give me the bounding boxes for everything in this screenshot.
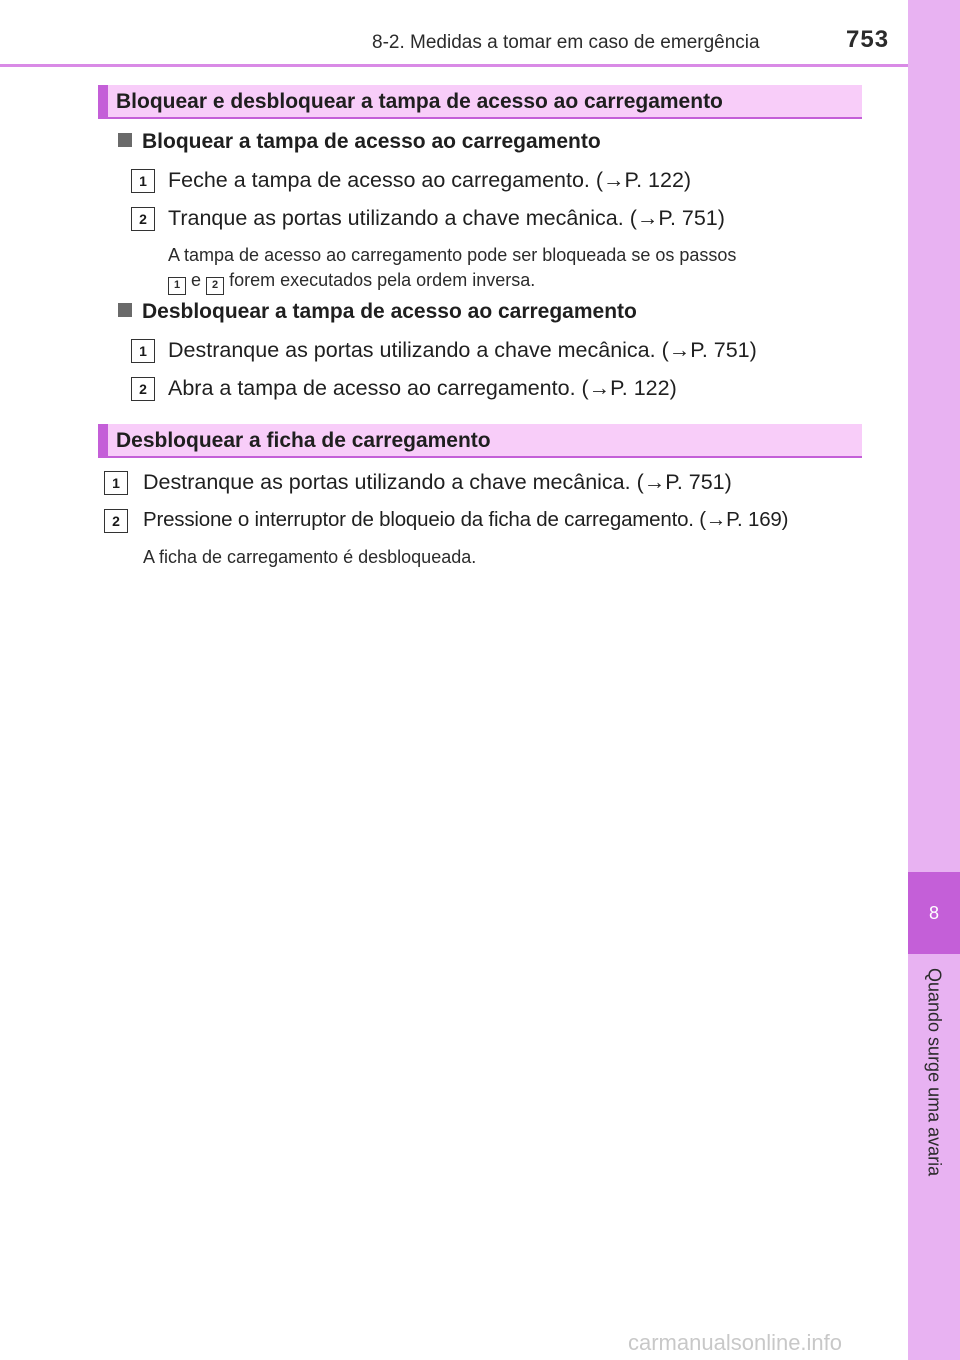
note-ending: forem executados pela ordem inversa. bbox=[229, 270, 536, 290]
step-number-box: 1 bbox=[131, 339, 155, 363]
subheading-unlock-lid bbox=[118, 300, 637, 324]
page-number: 753 bbox=[846, 26, 890, 53]
step-number-box: 2 bbox=[131, 207, 155, 231]
square-bullet-icon bbox=[118, 133, 132, 147]
step-number-box: 1 bbox=[131, 169, 155, 193]
inline-step-box: 2 bbox=[206, 277, 224, 295]
step-text: Pressione o interruptor de bloqueio da ficha de carregamento. (→P. 169) bbox=[143, 508, 789, 531]
step-text: Abra a tampa de acesso ao carregamento. (→P. 122) bbox=[168, 376, 677, 400]
connector-note: A ficha de carregamento é desbloqueada. bbox=[143, 547, 477, 567]
chapter-title: Quando surge uma avaria bbox=[924, 968, 945, 1177]
step-text: Feche a tampa de acesso ao carregamento. (→P. 122) bbox=[168, 168, 692, 192]
subheading-lock-lid bbox=[118, 130, 601, 154]
header-divider bbox=[0, 64, 908, 67]
subheading-unlock-lid-text: Desbloquear a tampa de acesso ao carregamento bbox=[142, 300, 637, 323]
chapter-number-box[interactable] bbox=[908, 872, 960, 954]
step-text: Tranque as portas utilizando a chave mecânica. (→P. 751) bbox=[168, 206, 725, 230]
step-number-box: 1 bbox=[104, 471, 128, 495]
section-heading-charging-connector: Desbloquear a ficha de carregamento bbox=[98, 424, 862, 458]
square-bullet-icon bbox=[118, 303, 132, 317]
note-conjunction: e bbox=[191, 270, 202, 290]
lock-note-line1: A tampa de acesso ao carregamento pode ser bloqueada se os passos bbox=[168, 245, 737, 265]
lock-note-line2 bbox=[168, 268, 868, 295]
subheading-lock-lid-text: Bloquear a tampa de acesso ao carregamento bbox=[142, 130, 601, 153]
header-title: 8-2. Medidas a tomar em caso de emergência bbox=[372, 32, 760, 53]
step-text: Destranque as portas utilizando a chave mecânica. (→P. 751) bbox=[168, 338, 757, 362]
inline-step-box: 1 bbox=[168, 277, 186, 295]
step-number-box: 2 bbox=[104, 509, 128, 533]
watermark: carmanualsonline.info bbox=[628, 1330, 843, 1355]
section-heading-charging-lid: Bloquear e desbloquear a tampa de acesso ao carregamento bbox=[98, 85, 862, 119]
step-number-box: 2 bbox=[131, 377, 155, 401]
chapter-number: 8 bbox=[928, 902, 939, 923]
lock-note bbox=[168, 243, 868, 295]
step-text: Destranque as portas utilizando a chave mecânica. (→P. 751) bbox=[143, 470, 732, 494]
